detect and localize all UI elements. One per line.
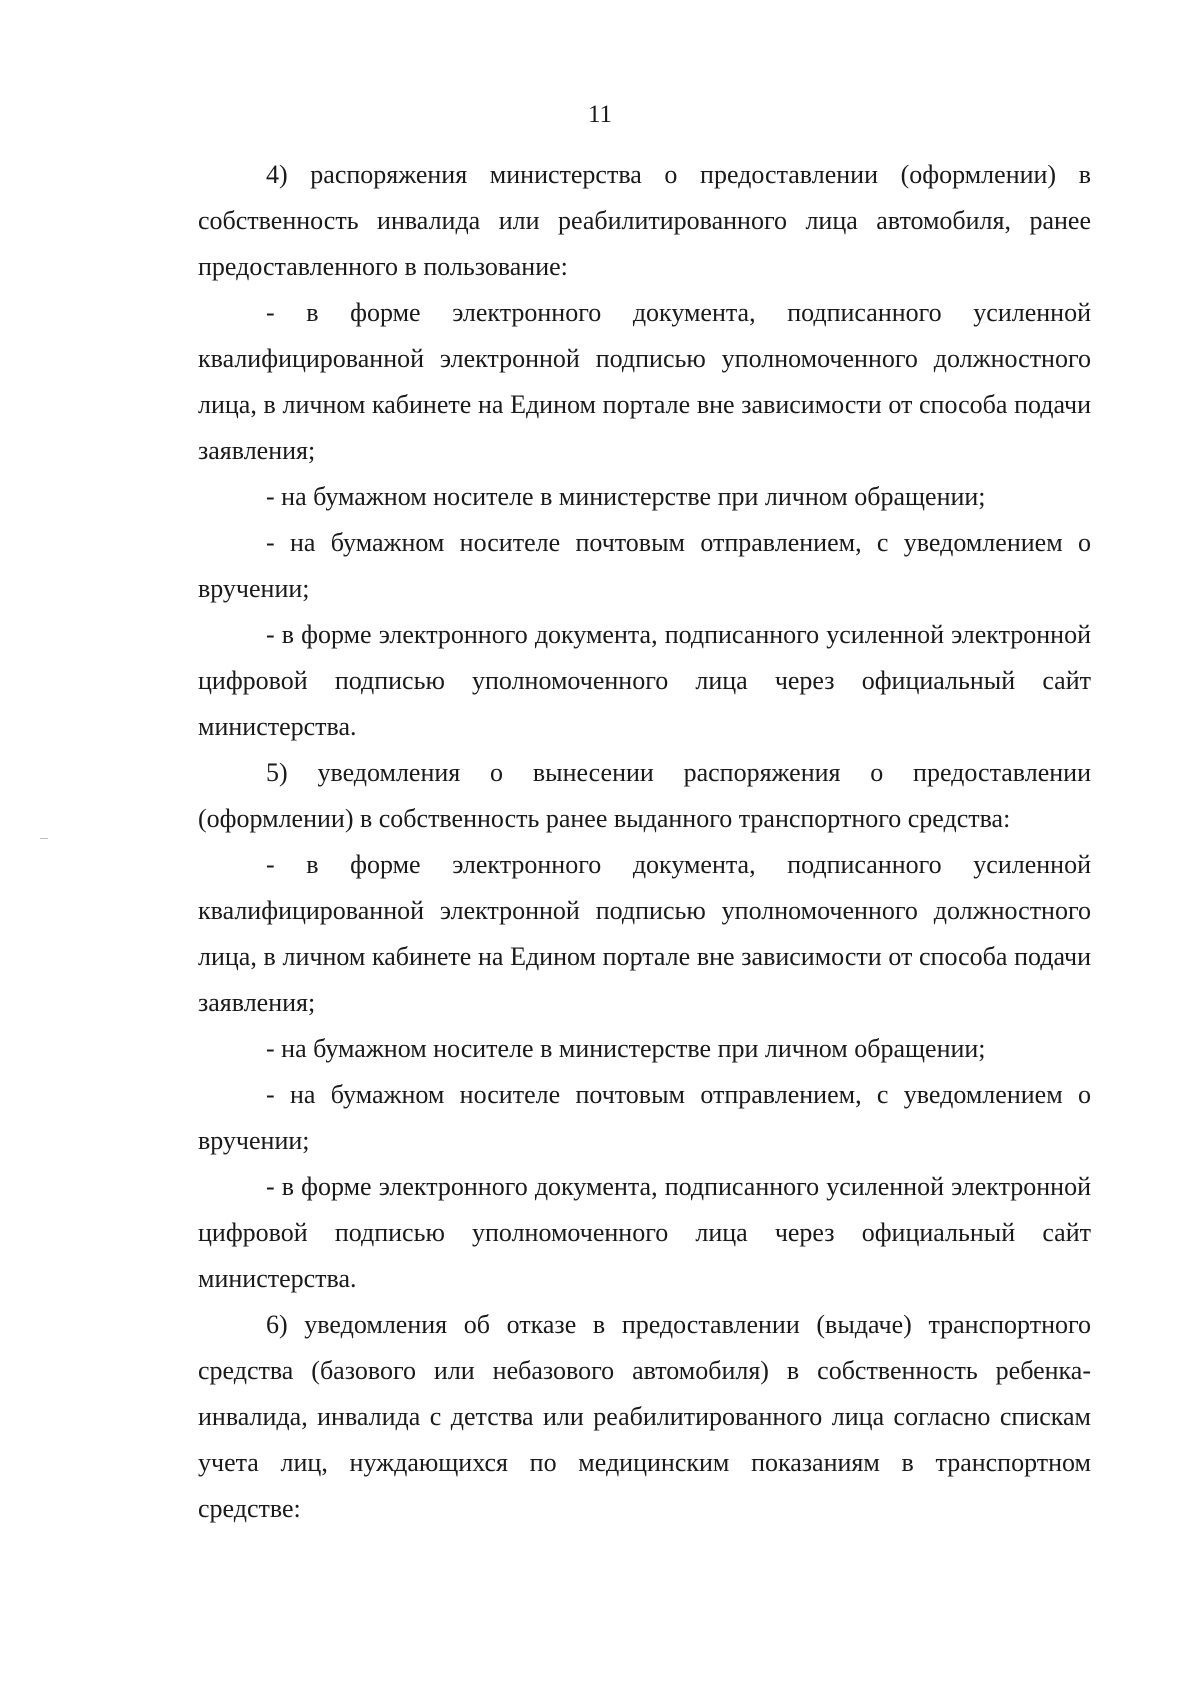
paragraph-paper-in-person: - на бумажном носителе в министерстве при личном обращении; [266,1034,986,1063]
paragraph-item-4-order: 4) распоряжения министерства о предоставлении (оформлении) в собственность инвалида или реабилитированного лица автомобиля, ранее предоставленного в пользование: [198,160,1091,281]
paragraph-electronic-website: - в форме электронного документа, подписанного усиленной электронной цифровой подписью уполномоченного лица через официальный сайт министерства. [198,620,1091,741]
paragraph-electronic-portal: - в форме электронного документа, подписанного усиленной квалифицированной электронной подписью уполномоченного должностного лица, в личном кабинете на Едином портале вне зависимости от способа подачи заявления; [198,298,1091,465]
paragraph-paper-in-person: - на бумажном носителе в министерстве при личном обращении; [266,482,986,511]
page-number: 11 [587,101,613,128]
paragraph-item-6-refusal: 6) уведомления об отказе в предоставлении (выдаче) транспортного средства (базового или небазового автомобиля) в собственность ребенка-инвалида, инвалида с детства или реабилитированного лица согласно спискам учета лиц, нуждающихся по медицинским показаниям в транспортном средстве: [198,1310,1091,1523]
document-body [198,152,1091,1532]
scan-margin-mark [40,838,48,839]
paragraph-electronic-website: - в форме электронного документа, подписанного усиленной электронной цифровой подписью уполномоченного лица через официальный сайт министерства. [198,1172,1091,1293]
paragraph-item-5-notice: 5) уведомления о вынесении распоряжения о предоставлении (оформлении) в собственность ранее выданного транспортного средства: [198,758,1091,833]
paragraph-paper-mail: - на бумажном носителе почтовым отправлением, с уведомлением о вручении; [198,528,1091,603]
paragraph-paper-mail: - на бумажном носителе почтовым отправлением, с уведомлением о вручении; [198,1080,1091,1155]
paragraph-electronic-portal: - в форме электронного документа, подписанного усиленной квалифицированной электронной подписью уполномоченного должностного лица, в личном кабинете на Едином портале вне зависимости от способа подачи заявления; [198,850,1091,1017]
